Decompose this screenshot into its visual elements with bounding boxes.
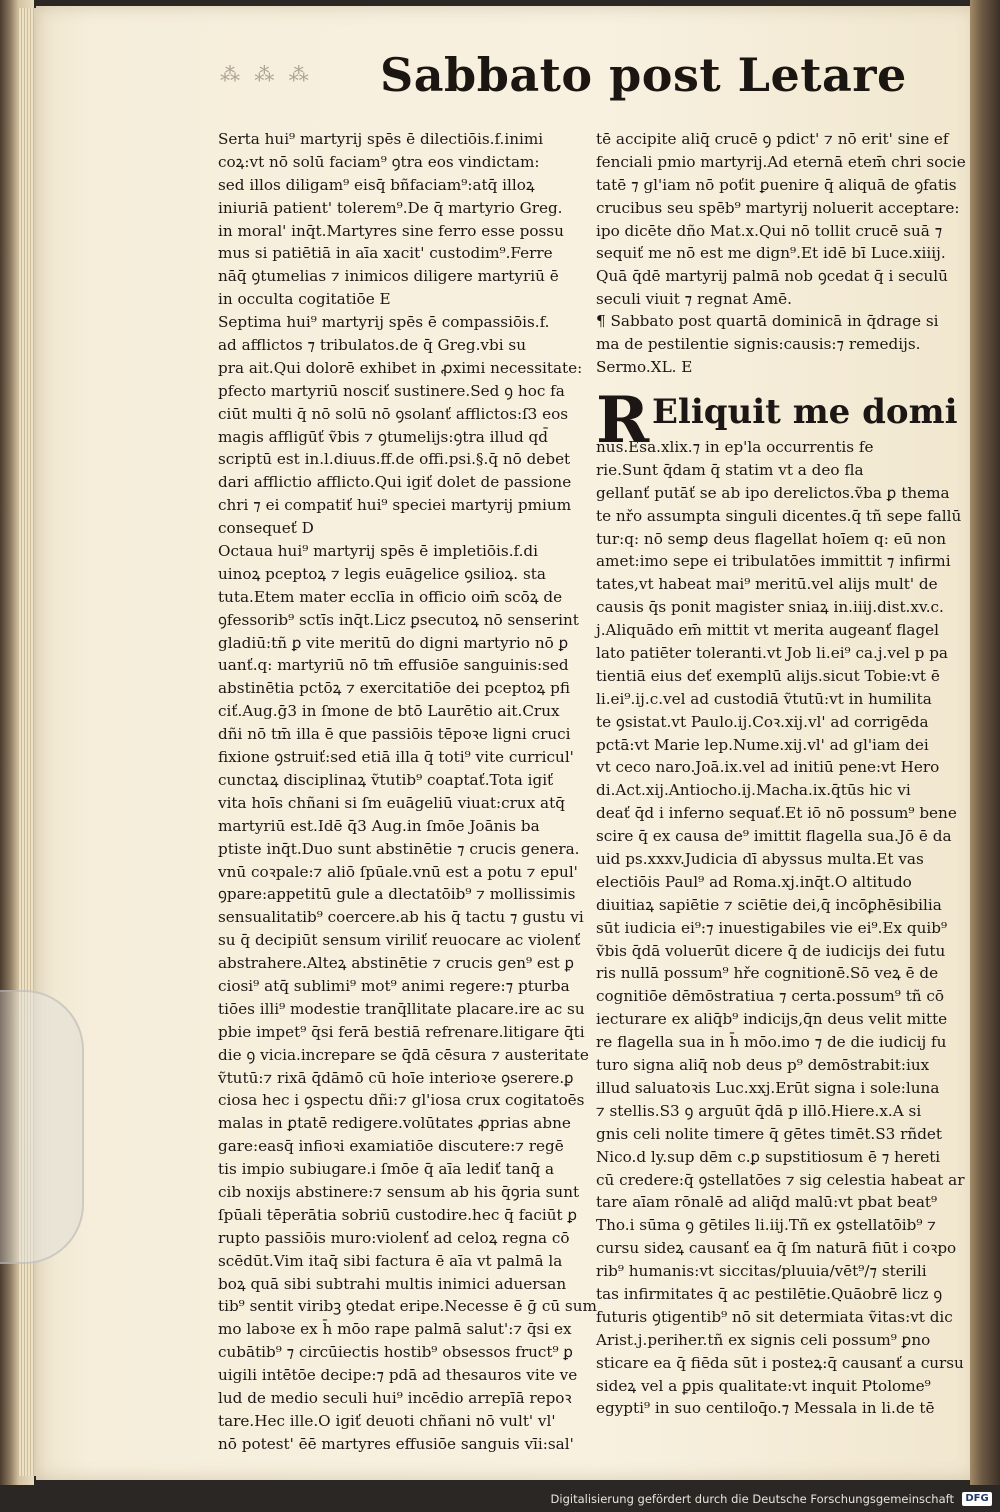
text-line: tientiā eius deť exemplū alijs.sicut Tobie:vt ē [596, 666, 940, 685]
text-line: Serta hui⁹ martyrij spēs ē dilectiōis.f.inimi [218, 130, 544, 148]
text-line: tuta.Etem mater ecclīa in officio oim̄ scōꝝ de [218, 587, 563, 606]
text-line: pbie impet⁹ q̄si ferā bestiā refrenare.litigare q̄ti [218, 1022, 585, 1041]
text-line: scriptū est in.l.diuus.ff.de offi.psi.§.q̄ nō debet [218, 450, 571, 469]
text-line: pfecto martyriū nosciť sustinere.Sed ꝯ hoc fa [218, 381, 565, 400]
text-line: tas infirmitates q̄ ac pestilētie.Quāobrē licz ꝯ [596, 1284, 943, 1303]
text-line: cunctaꝝ disciplinaꝝ ṽtutib⁹ coaptať.Tota igiť [218, 770, 554, 789]
text-line: nus.Esa.xlix.⁊ in ep'la occurrentis fe [596, 438, 874, 456]
text-line: tare aīam rōnalē ad aliq̄d malū:vt pbat beat⁹ [596, 1193, 938, 1212]
text-line: ad afflictos ⁊ tribulatos.de q̄ Greg.vbi su [218, 336, 526, 355]
text-line: sticare ea q̄ fiēda sūt i posteꝝ:q̄ causanť a cursu [596, 1353, 964, 1372]
text-line: causis q̄s ponit magister sniaꝝ in.iiij.dist.xv.c. [596, 598, 944, 617]
text-line: in occulta cogitatiōe E [218, 290, 391, 309]
text-line: coꝝ:vt nō solū faciam⁹ ꝯtra eos vindictam: [218, 152, 540, 171]
text-line: di.Act.xij.Antiocho.ij.Macha.ix.q̄tūs hic vi [596, 781, 911, 800]
text-line: scire q̄ ex causa de⁹ imittit flagella sua.Jō ē da [596, 827, 952, 846]
text-line: ṽbis q̄dā voluerūt dicere q̄ de iudicijs dei futu [596, 941, 946, 960]
text-line: deať q̄d i inferno sequať.Et iō nō possum⁹ bene [596, 804, 957, 823]
title-ornament: ⁂ ⁂ ⁂ [220, 62, 313, 86]
text-line: scēdūt.Vim itaq̄ sibi factura ē aīa vt palmā la [218, 1251, 563, 1270]
text-line: ꝯfessorib⁹ sctīs inq̄t.Licz ꝑsecutoꝝ nō senserint [218, 610, 579, 629]
text-line: nō potest' ēē martyres effusiōe sanguis vīi:sal' [218, 1434, 574, 1453]
text-line: mo laboꝛe ex h̄ mōo rape palmā salut':⁊ q̄si ex [218, 1320, 572, 1339]
text-line: tatē ⁊ gl'iam nō poťit ꝑuenire q̄ aliquā de ꝯfatis [596, 175, 957, 194]
text-line: uigili intētōe decipe:⁊ pdā ad thesauros vite ve [218, 1366, 578, 1385]
text-line: rib⁹ humanis:vt siccitas/pluuia/vēt⁹/⁊ sterili [596, 1262, 927, 1281]
text-line: tare.Hec ille.O igiť deuoti chñani nō vult' vl' [218, 1411, 556, 1430]
text-line: Octaua hui⁹ martyrij spēs ē impletiōis.f.di [218, 542, 539, 561]
book-fore-edge [970, 0, 1000, 1485]
text-line: consequeť D [218, 519, 314, 538]
text-line: Nico.d ly.sup dēm c.ꝑ supstitiosum ē ⁊ hereti [596, 1147, 941, 1166]
text-line: su q̄ decipiūt sensum viriliť reuocare ac violenť [218, 931, 581, 950]
text-line: boꝝ quā sibi subtrahi multis inimici aduersan [218, 1274, 567, 1293]
text-line: diuitiaꝝ sapiētie ⁊ sciētie dei,q̄ incōꝑhēsibilia [596, 895, 942, 914]
text-line: ris nullā possum⁹ hře cognitionē.Sō veꝝ ē de [596, 964, 939, 983]
text-line: te nřo assumpta singuli dicentes.q̄ tñ sepe fallū [596, 506, 962, 525]
text-line: ſpūali tēperātia sobriū custodire.hec q̄ faciūt ꝑ [218, 1205, 578, 1224]
text-line: crucibus seu spēb⁹ martyrij noluerit acceptare: [596, 198, 960, 217]
page-clip [0, 990, 84, 1264]
text-line: egypti⁹ in suo centiloq̄o.⁊ Messala in li.de tē [596, 1399, 935, 1418]
text-line: rupto passiōis muro:violenť ad celoꝝ regna cō [218, 1228, 570, 1247]
text-line: cognitiōe dēmōstratiua ⁊ certa.possum⁹ tñ cō [596, 987, 945, 1006]
text-line: martyriū est.Idē q̄3 Aug.in ſmōe Joānis ba [218, 816, 540, 835]
text-line: ma de pestilentie signis:causis:⁊ remedijs. [596, 334, 921, 353]
text-line: nāq̄ ꝯtumelias ⁊ inimicos diligere martyriū ē [218, 267, 559, 286]
left-text-column [218, 128, 597, 1453]
text-line: ṽtutū:⁊ rixā q̄dāmō cū hoīe interioꝛe ꝯserere.ꝑ [218, 1068, 574, 1087]
text-line: sideꝝ vel a ꝑpis qualitate:vt inquit Ptolome⁹ [596, 1376, 931, 1395]
text-line: chri ⁊ ei compatiť hui⁹ speciei martyrij pmium [218, 496, 572, 515]
text-line: gellanť putāť se ab ipo derelictos.ṽba ꝑ thema [596, 483, 950, 502]
dfg-logo: DFG [962, 1492, 992, 1506]
text-line: malas in ꝑtatē redigere.volūtates ꝓprias abne [218, 1114, 571, 1133]
text-line: tur:q: nō semꝑ deus flagellat hoīem q: eū non [596, 529, 947, 548]
text-line: fenciali pmio martyrij.Ad eternā etem̄ chri socie [596, 152, 966, 171]
text-line: sed illos diligam⁹ eisq̄ bñfaciam⁹:atq̄ illoꝝ [218, 175, 535, 194]
text-line: seculi viuit ⁊ regnat Amē. [596, 290, 792, 309]
text-line: tiōes illi⁹ modestie tranq̄llitate placare.ire ac su [218, 999, 585, 1018]
text-line: tib⁹ sentit viribꝫ ꝯtedat eripe.Necesse ē ḡ cū sum [218, 1297, 597, 1316]
text-line: sūt iudicia ei⁹:⁊ inuestigabiles vie ei⁹.Ex quib⁹ [596, 918, 948, 937]
text-line: pra ait.Qui dolorē exhibet in ꝓximi necessitate: [218, 358, 583, 377]
text-line: re flagella sua in h̄ mōo.imo ⁊ de die iudicij fu [596, 1033, 947, 1052]
text-line: vita hoīs chñani si ſm euāgeliū viuat:crux atq̄ [218, 793, 565, 812]
text-line: uid ps.xxxv.Judicia dī abyssus multa.Et vas [596, 850, 924, 869]
text-line: ciūt multi q̄ nō solū nō ꝯsolanť afflictos:ſ3 eos [218, 404, 569, 423]
text-line: turo signa aliq̄ nob deus p⁹ demōstrabit:iux [596, 1056, 930, 1075]
text-line: cū credere:q̄ ꝯstellatōes ⁊ sig celestia habeat ar [596, 1170, 965, 1189]
text-line: tis impio subiugare.i ſmōe q̄ aīa lediť tanq̄ a [218, 1160, 555, 1179]
text-line: fixione ꝯstruiť:sed etiā illa q̄ toti⁹ vite curricul' [218, 748, 574, 767]
text-line: electiōis Paul⁹ ad Roma.xj.inq̄t.O altitudo [596, 872, 912, 891]
text-line: in moral' inq̄t.Martyres sine ferro esse possu [218, 221, 564, 240]
text-line: tates,vt habeat mai⁹ meritū.vel alijs mult' de [596, 575, 938, 594]
text-line: tē accipite aliq̄ crucē ꝯ pdict' ⁊ nō erit' sine ef [596, 130, 949, 148]
text-line: dari afflictio afflicto.Qui igiť dolet de passione [218, 473, 572, 492]
text-line: Arist.j.periher.tñ ex signis celi possum⁹ ꝑno [596, 1330, 931, 1349]
text-line: futuris ꝯtigentib⁹ nō sit determiata ṽitas:vt dic [596, 1307, 953, 1326]
right-text-column-body [596, 436, 965, 1418]
text-line: uanť.q: martyriū nō tm̄ effusiōe sanguinis:sed [218, 656, 569, 675]
text-line: cib noxijs abstinere:⁊ sensum ab his q̄ꝯria sunt [218, 1182, 580, 1201]
text-line: ⁊ stellis.S3 ꝯ arguūt q̄dā p illō.Hiere.x.A si [596, 1101, 922, 1120]
text-line: illud saluatoꝛis Luc.xxj.Erūt signa i sole:luna [596, 1078, 940, 1097]
text-line: ciosi⁹ atq̄ sublimi⁹ mot⁹ animi regere:⁊ pturba [218, 976, 570, 995]
decorated-initial: R [596, 383, 650, 458]
text-line: lato patiēter toleranti.vt Job li.ei⁹ ca.j.vel p pa [596, 644, 948, 663]
footer-credit: Digitalisierung gefördert durch die Deutsche Forschungsgemeinschaft [550, 1492, 954, 1506]
text-line: ciosa hec i ꝯspectu dñi:⁊ gl'iosa crux cogitatoēs [218, 1091, 585, 1110]
text-line: dñi nō tm̄ illa ē que passiōis tēpoꝛe ligni cruci [218, 725, 571, 744]
text-line: Sermo.XL. E [596, 357, 693, 376]
text-line: ¶ Sabbato post quartā dominicā in q̄drage si [596, 312, 939, 330]
text-line: gnis celi nolite timere q̄ gētes timēt.S3 rñdet [596, 1124, 943, 1143]
text-line: amet:imo sepe ei tribulatōes immittit ⁊ infirmi [596, 552, 951, 571]
text-line: cubātib⁹ ⁊ circūiectis hostib⁹ obsessos fruct⁹ ꝑ [218, 1343, 574, 1362]
text-line: die ꝯ vicia.increpare se q̄dā cēsura ⁊ austeritate [218, 1045, 589, 1064]
running-title: Sabbato post Letare [380, 48, 907, 102]
text-line: te ꝯsistat.vt Paulo.ij.Coꝛ.xij.vl' ad corrigēda [596, 712, 929, 731]
text-line: rie.Sunt q̄dam q̄ statim vt a deo fla [596, 460, 864, 479]
text-line: ptiste inq̄t.Duo sunt abstinētie ⁊ crucis genera. [218, 839, 580, 858]
footer-bar [0, 1486, 1000, 1512]
text-line: iecturare ex aliq̄b⁹ indicijs,q̄n deus velit mitte [596, 1010, 948, 1029]
text-line: vnū coꝛpale:⁊ aliō ſpūale.vnū est a potu ⁊ epul' [218, 862, 578, 881]
text-line: vt ceco naro.Joā.ix.vel ad initiū pene:vt Hero [596, 758, 940, 777]
text-line: Quā q̄dē martyrij palmā nob ꝯcedat q̄ i seculū [596, 267, 948, 286]
text-line: ciť.Aug.ḡ3 in ſmone de btō Laurētio ait.Crux [218, 702, 560, 721]
sermon-heading [596, 310, 958, 382]
text-line: lud de medio seculi hui⁹ incēdio arrepīā repoꝛ [218, 1388, 572, 1407]
text-line: magis affligūť ṽbis ⁊ ꝯtumelijs:ꝯtra illud qd̄ [218, 427, 548, 446]
text-line: abstrahere.Alteꝝ abstinētie ⁊ crucis gen⁹ est ꝑ [218, 954, 574, 973]
text-line: ꝯpare:appetitū gule a dlectatōib⁹ ⁊ mollissimis [218, 885, 576, 904]
text-line: Septima hui⁹ martyrij spēs ē compassiōis.f. [218, 313, 550, 332]
text-line: Tho.i sūma ꝯ gētiles li.iij.Tñ ex ꝯstellatōib⁹ ⁊ [596, 1216, 936, 1235]
text-line: sensualitatib⁹ coercere.ab his q̄ tactu ⁊ gustu vi [218, 908, 584, 927]
text-line: j.Aliquādo em̄ mittit vt merita augeanť flagel [596, 621, 940, 640]
sermon-incipit: Eliquit me domi [652, 392, 958, 432]
text-line: abstinētia pctōꝝ ⁊ exercitatiōe dei pceptoꝝ pfi [218, 679, 571, 698]
text-line: mus si patiētiā in aīa xacit' custodim⁹.Ferre [218, 244, 553, 263]
text-line: uinoꝝ pceptoꝝ ⁊ legis euāgelice ꝯsilioꝝ. sta [218, 564, 546, 583]
text-line: cursu sideꝝ causanť ea q̄ ſm naturā fiūt i coꝛpo [596, 1239, 957, 1258]
text-line: pctā:vt Marie lep.Nume.xij.vl' ad gl'iam dei [596, 735, 929, 754]
text-line: iniuriā patient' tolerem⁹.De q̄ martyrio Greg. [218, 198, 563, 217]
text-line: sequiť me nō est me dign⁹.Et idē bī Luce.xiiij. [596, 244, 946, 263]
text-line: ipo dicēte dño Mat.x.Qui nō tollit crucē suā ⁊ [596, 221, 943, 240]
text-line: gladiū:tñ ꝑ vite meritū do digni martyrio nō ꝑ [218, 633, 569, 652]
text-line: gare:easq̄ infioꝛi examiatiōe discutere:⁊ regē [218, 1137, 564, 1156]
text-line: li.ei⁹.ij.c.vel ad custodiā ṽtutū:vt in humilita [596, 689, 932, 708]
right-text-column-top [596, 128, 966, 314]
